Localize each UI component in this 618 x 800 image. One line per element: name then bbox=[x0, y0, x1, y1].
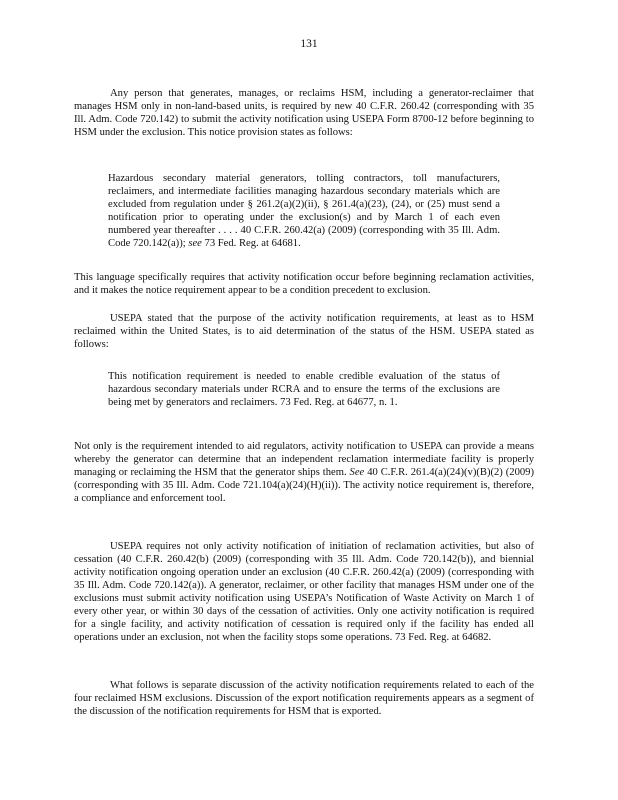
paragraph-activity-notification-intro: Any person that generates, manages, or reclaims HSM, including a generator-reclaimer that manages HSM only in non-land-based units, is required by new 40 C.F.R. 260.42 (corresponding with 35 Ill. Adm. Code 720.142) to submit the activity notification using USEPA Form 8700-12 before beginning to HSM under the exclusion. This notice provision states as follows: bbox=[74, 88, 534, 138]
paragraph-cessation-and-biennial: USEPA requires not only activity notification of initiation of reclamation activities, but also of cessation (40 C.F.R. 260.42(b) (2009) (corresponding with 35 Ill. Adm. Code 720.142(b)), and biennial activity notification ongoing operation under an exclusion (40 C.F.R. 260.42(a) (2009) (corresponding with 35 Ill. Adm. Code 720.142(a)). A generator, reclaimer, or other facility that manages HSM under one of the exclusions must submit activity notification using USEPA’s Notification of Waste Activity on March 1 of every other year, or within 30 days of the cessation of activities. Only one activity notification is required for a single facility, and activity notification of cessation is required only if the facility has ended all operations under an exclusion, not when the facility stops some operations. 73 Fed. Reg. at 64682. bbox=[74, 541, 534, 643]
citation-signal-see-2: See bbox=[349, 467, 365, 478]
block-quote-text: Hazardous secondary material generators, tolling contractors, toll manufacturers, reclaimers, and intermediate facilities managing hazardous secondary materials which are excluded from regulation under § 261.2(a)(2)(ii), § 261.4(a)(23), (24), or (25) must send a notification prior to operating under the exclusion(s) and by March 1 of each even numbered year thereafter . . . . 40 C.F.R. 260.42(a) (2009) (corresponding with 35 Ill. Adm. Code 720.142(a)); bbox=[108, 173, 500, 249]
block-quote-purpose: This notification requirement is needed to enable credible evaluation of the status of hazardous secondary materials under RCRA and to ensure the terms of the exclusions are being met by generators and reclaimers. 73 Fed. Reg. at 64677, n. 1. bbox=[108, 371, 500, 408]
block-quote-citation: 73 Fed. Reg. at 64681. bbox=[204, 238, 301, 249]
citation-signal-see: see bbox=[188, 238, 202, 249]
paragraph-what-follows: What follows is separate discussion of the activity notification requirements related to each of the four reclaimed HSM exclusions. Discussion of the export notification requirements appears as a segment of the discussion of the notification requirements for HSM that is exported. bbox=[74, 680, 534, 717]
block-quote-notice-provision bbox=[108, 172, 500, 250]
paragraph-compliance-text-a: Not only is the requirement intended to aid regulators, activity notification to USEPA can provide a means whereby the generator can determine that an independent reclamation intermediate facility is properly managing or reclaiming the HSM that the generator ships them. bbox=[74, 441, 534, 478]
paragraph-condition-precedent: This language specifically requires that activity notification occur before beginning reclamation activities, and it makes the notice requirement appear to be a condition precedent to exclusion. bbox=[74, 272, 534, 296]
paragraph-compliance-tool bbox=[74, 440, 534, 505]
paragraph-purpose-of-notification: USEPA stated that the purpose of the activity notification requirements, at least as to HSM reclaimed within the United States, is to aid determination of the status of the HSM. USEPA stated as follows: bbox=[74, 313, 534, 350]
page-number: 131 bbox=[300, 38, 318, 50]
paragraph-compliance-text-b: 40 C.F.R. 261.4(a)(24)(v)(B)(2) (2009) (corresponding with 35 Ill. Adm. Code 721.104(a)(24)(H)(ii)). The activity notice requirement is, therefore, a compliance and enforcement tool. bbox=[74, 467, 534, 504]
